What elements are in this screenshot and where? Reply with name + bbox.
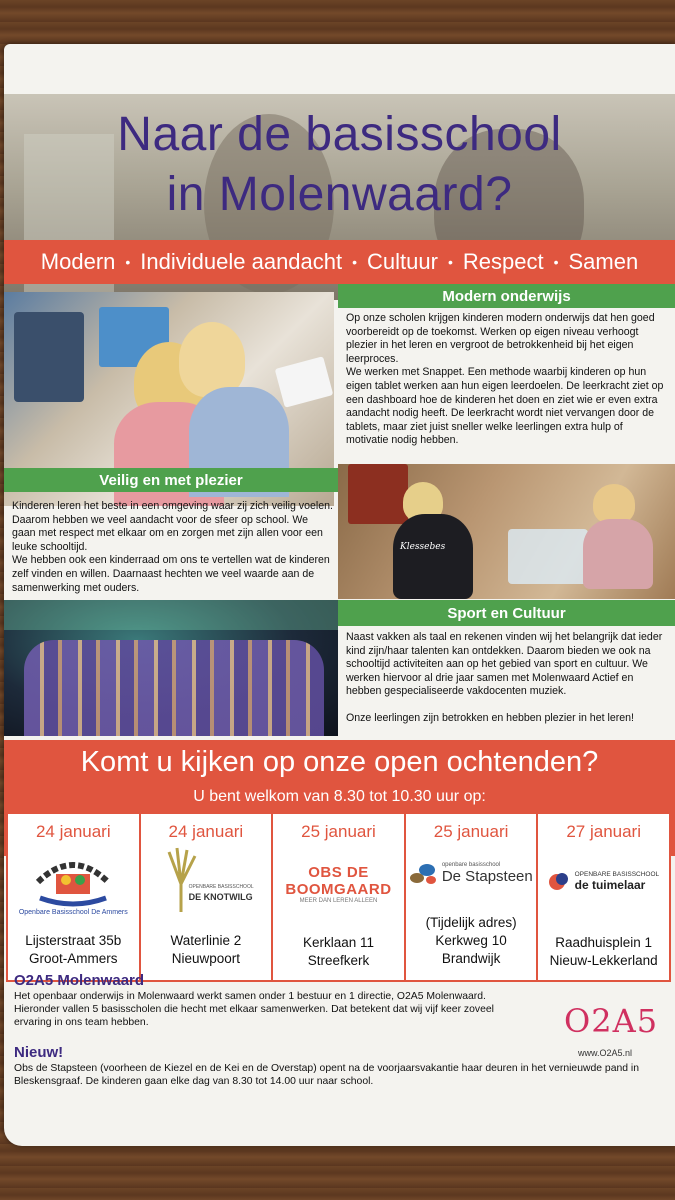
values-strip: Modern • Individuele aandacht • Cultuur • Respect • Samen bbox=[4, 240, 675, 284]
de-tuimelaar-logo bbox=[538, 870, 669, 892]
de-knotwilg-logo-sub: OPENBARE BASISSCHOOL bbox=[188, 884, 254, 890]
de-knotwilg-logo-text: DE KNOTWILG bbox=[188, 892, 253, 902]
value-samen: Samen bbox=[568, 249, 639, 274]
photo-children-choir bbox=[4, 600, 338, 736]
schools-row bbox=[8, 812, 671, 982]
school-address-line1: (Tijdelijk adres) bbox=[425, 915, 517, 930]
veilig-paragraph-2: We hebben ook een kinderraad om ons te vertellen wat de kinderen zelf vinden en willen. Daarnaast hechten we veel waarde aan de samenwerking met ouders. bbox=[12, 554, 330, 594]
de-tuimelaar-logo-sub: OPENBARE BASISSCHOOL bbox=[574, 870, 660, 878]
org-text: Het openbaar onderwijs in Molenwaard werkt samen onder 1 bestuur en 1 directie, O2A5 Molenwaard. Hieronder vallen 5 basisscholen die hecht met elkaar samenwerken. Dat betekent dat wij vijf keer zoveel ervaring in ons team hebben. bbox=[14, 991, 494, 1028]
photo-toddlers-playing bbox=[338, 464, 675, 599]
open-days-subtitle: U bent welkom van 8.30 tot 10.30 uur op: bbox=[193, 788, 486, 805]
newspaper-page bbox=[4, 44, 675, 1146]
school-address-line2: Groot-Ammers bbox=[29, 951, 118, 966]
modern-paragraph-1: Op onze scholen krijgen kinderen modern onderwijs dat hen goed voorbereidt op de toekomst. Werken op eigen niveau verhoogt plezier in het leren en vergroot de betrokkenheid bij het eigen leerproces. bbox=[346, 312, 655, 365]
school-address-line1: Kerklaan 11 bbox=[302, 935, 374, 950]
de-boomgaard-logo bbox=[273, 864, 404, 904]
open-days-title: Komt u kijken op onze open ochtenden? bbox=[80, 746, 599, 778]
de-tuimelaar-logo-text: de tuimelaar bbox=[574, 877, 646, 892]
value-cultuur: Cultuur bbox=[367, 249, 438, 274]
school-address-line1: Waterlinie 2 bbox=[170, 933, 242, 948]
school-address-line1: Raadhuisplein 1 bbox=[555, 935, 653, 950]
school-address-line2: Nieuwpoort bbox=[171, 951, 241, 966]
school-date: 27 januari bbox=[566, 822, 641, 841]
school-address-line2: Kerkweg 10 bbox=[435, 933, 507, 948]
modern-paragraph-2: We werken met Snappet. Een methode waarbij kinderen op hun eigen tablet werken aan hun eigen leerdoelen. De leerkracht ziet op een dashboard hoe de kinderen het doen en ziet wie er even extra aandacht nodig heeft. De leerkracht wordt niet vervangen door de tablets, maar ziet juist sneller welke leerlingen extra hulp of motivatie nodig hebben. bbox=[346, 366, 664, 447]
news-heading: Nieuw! bbox=[14, 1044, 64, 1061]
heading-veilig-en-met-plezier: Veilig en met plezier bbox=[4, 468, 338, 492]
text-veilig-en-met-plezier bbox=[12, 500, 334, 595]
shirt-text: Klessebes bbox=[400, 542, 446, 552]
school-address-line2: Nieuw-Lekkerland bbox=[549, 953, 658, 968]
value-individuele-aandacht: Individuele aandacht bbox=[140, 249, 343, 274]
de-stapsteen-logo bbox=[406, 860, 537, 886]
veilig-paragraph-1: Kinderen leren het beste in een omgeving waar zij zich veilig voelen. Daarom hebben we veel aandacht voor de sfeer op school. We gaan met respect met elkaar om en zorgen met zijn allen voor een leuke schooltijd. bbox=[12, 500, 333, 553]
sport-paragraph-2: Onze leerlingen zijn betrokken en hebben plezier in het leren! bbox=[346, 711, 634, 724]
heading-sport-en-cultuur: Sport en Cultuur bbox=[338, 600, 675, 626]
school-card-de-stapsteen bbox=[404, 812, 539, 982]
o2a5-logo: O2A5 bbox=[564, 1002, 659, 1040]
de-boomgaard-logo-text: OBS DE BOOMGAARD bbox=[285, 864, 392, 898]
o2a5-url: www.O2A5.nl bbox=[578, 1048, 633, 1058]
school-card-de-knotwilg bbox=[139, 812, 274, 982]
value-respect: Respect bbox=[462, 249, 544, 274]
sport-paragraph-1: Naast vakken als taal en rekenen vinden wij het belangrijk dat ieder kind zijn/haar talenten kan ontdekken. Daarom bieden we ook na schooltijd activiteiten aan op het gebied van sport en cultuur. We werken hiervoor al drie jaar samen met Molenwaard Actief en hebben gespecialiseerde vakdocenten muziek. bbox=[346, 631, 663, 698]
de-stapsteen-logo-text: De Stapsteen bbox=[441, 867, 533, 885]
school-card-de-ammers bbox=[6, 812, 141, 982]
school-address-line1: Lijsterstraat 35b bbox=[25, 933, 122, 948]
de-stapsteen-logo-sub: openbare basisschool bbox=[441, 861, 501, 868]
school-date: 24 januari bbox=[35, 822, 111, 841]
de-knotwilg-logo bbox=[141, 844, 201, 919]
text-modern-onderwijs bbox=[346, 312, 668, 448]
page-title-line1: Naar de basisschool bbox=[117, 108, 562, 161]
school-date: 24 januari bbox=[168, 822, 244, 841]
text-sport-en-cultuur bbox=[346, 631, 668, 726]
de-ammers-logo-text: Openbare Basisschool De Ammers bbox=[18, 909, 128, 916]
school-date: 25 januari bbox=[433, 822, 509, 841]
value-modern: Modern bbox=[40, 249, 116, 274]
de-ammers-logo bbox=[8, 852, 139, 916]
news-text: Obs de Stapsteen (voorheen de Kiezel en de Kei en de Overstap) opent na de voorjaarsvakantie haar deuren in het vernieuwde pand in Bleskensgraaf. De kinderen gaan elke dag van 8.30 tot 14.00 uur naar school. bbox=[14, 1063, 640, 1087]
de-boomgaard-logo-sub: MEER DAN LEREN ALLEEN bbox=[299, 898, 378, 904]
school-card-de-tuimelaar bbox=[536, 812, 671, 982]
school-card-de-boomgaard bbox=[271, 812, 406, 982]
school-date: 25 januari bbox=[301, 822, 376, 841]
heading-modern-onderwijs: Modern onderwijs bbox=[338, 284, 675, 308]
school-address-line3: Brandwijk bbox=[441, 951, 501, 966]
org-heading: O2A5 Molenwaard bbox=[14, 972, 145, 989]
school-address-line2: Streefkerk bbox=[307, 953, 370, 968]
page-title-line2: in Molenwaard? bbox=[166, 168, 513, 221]
